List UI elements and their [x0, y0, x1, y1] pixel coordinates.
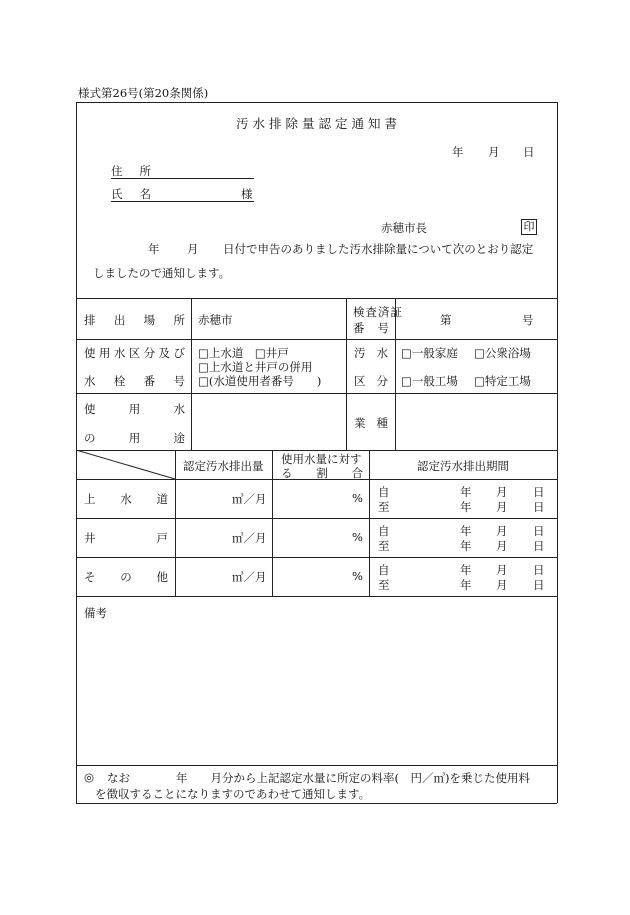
row2-to-year: 年: [460, 539, 472, 553]
date-day: 日: [523, 145, 535, 159]
water-class-label-bottom: 水 栓 番 号: [84, 374, 185, 388]
inspection-value-prefix: 第: [440, 313, 452, 327]
sewage-option-factory[interactable]: □一般工場: [401, 374, 458, 388]
row-label-other: そ の 他: [84, 570, 168, 584]
row1-to-day: 日: [533, 500, 545, 514]
form-number: 様式第26号(第20条関係): [78, 86, 209, 100]
honorific: 様: [241, 187, 253, 201]
inspection-label-top: 検査済証: [353, 305, 403, 319]
row1-to: 至: [378, 500, 390, 514]
body-year: 年: [148, 242, 160, 256]
body-month: 月: [187, 242, 199, 256]
row2-from: 自: [378, 524, 390, 538]
discharge-place-value: 赤穂市: [198, 313, 233, 327]
col-ratio-header-bottom: る 割 合: [281, 466, 363, 480]
issuer: 赤穂市長: [381, 221, 427, 235]
date-year: 年: [452, 145, 464, 159]
remarks-label: 備考: [84, 606, 107, 620]
row1-percent: %: [352, 491, 363, 505]
row3-unit: ㎥／月: [232, 570, 267, 584]
row3-percent: %: [352, 569, 363, 583]
date-month: 月: [488, 145, 500, 159]
row1-to-month: 月: [496, 500, 508, 514]
name-label: 氏 名: [111, 187, 151, 201]
inspection-value-suffix: 号: [522, 313, 534, 327]
row1-to-year: 年: [460, 500, 472, 514]
footer-mark: ◎: [84, 770, 95, 784]
row1-from-year: 年: [460, 485, 472, 499]
row3-to-month: 月: [496, 578, 508, 592]
row1-from-day: 日: [533, 485, 545, 499]
water-option-2[interactable]: □上水道と井戸の併用: [198, 360, 313, 374]
row2-percent: %: [352, 530, 363, 544]
col-amount-header: 認定汚水排出量: [183, 459, 264, 473]
row3-to-day: 日: [533, 578, 545, 592]
row2-to: 至: [378, 539, 390, 553]
col-ratio-header-top: 使用水量に対す: [281, 452, 362, 466]
col-period-header: 認定汚水排出期間: [417, 459, 509, 473]
body-line1: 日付で申告のありました汚水排除量について次のとおり認定: [223, 242, 534, 256]
row2-to-day: 日: [533, 539, 545, 553]
body-line2: しましたので通知します。: [93, 266, 231, 280]
row3-from-year: 年: [460, 563, 472, 577]
frame-right: [557, 102, 558, 803]
document-title: 汚水排除量認定通知書: [236, 116, 402, 131]
water-class-label-top: 使 用 水 区 分 及 び: [84, 346, 185, 360]
sewage-option-special-factory[interactable]: □特定工場: [474, 374, 531, 388]
row2-from-day: 日: [533, 524, 545, 538]
row2-to-month: 月: [496, 539, 508, 553]
frame-top: [76, 102, 557, 103]
seal-mark: 印: [521, 219, 537, 235]
sewage-class-label-top: 汚 水: [354, 346, 388, 360]
sewage-class-label-bottom: 区 分: [354, 374, 388, 388]
footer-line2: を徴収することになりますのであわせて通知します。: [95, 787, 371, 801]
water-usage-label-top: 使 用 水: [84, 402, 185, 416]
name-underline: [111, 201, 254, 202]
frame-bottom: [76, 803, 557, 804]
row1-unit: ㎥／月: [232, 492, 267, 506]
water-option-1[interactable]: □上水道 □井戸: [198, 346, 289, 360]
row3-from-day: 日: [533, 563, 545, 577]
row1-from-month: 月: [496, 485, 508, 499]
water-usage-label-bottom: の 用 途: [84, 431, 185, 445]
row-label-well: 井 戸: [84, 531, 168, 545]
header-diagonal: [76, 450, 175, 479]
row2-from-month: 月: [496, 524, 508, 538]
row3-from: 自: [378, 563, 390, 577]
water-option-3[interactable]: □(水道使用者番号 ): [198, 374, 322, 388]
row1-from: 自: [378, 485, 390, 499]
row3-from-month: 月: [496, 563, 508, 577]
row-label-tap-water: 上 水 道: [84, 492, 168, 506]
sewage-option-household[interactable]: □一般家庭: [401, 346, 458, 360]
inspection-label-bottom: 番 号: [353, 321, 389, 335]
discharge-place-label: 排 出 場 所: [84, 313, 185, 327]
footer-line1: なお 年 月分から上記認定水量に所定の料率( 円／㎥)を乗じた使用料: [107, 771, 530, 785]
row3-to: 至: [378, 578, 390, 592]
address-label: 住 所: [111, 164, 151, 178]
row2-unit: ㎥／月: [232, 531, 267, 545]
row2-from-year: 年: [460, 524, 472, 538]
address-underline: [111, 178, 254, 179]
business-type-label: 業 種: [354, 416, 388, 430]
sewage-option-bathhouse[interactable]: □公衆浴場: [474, 346, 531, 360]
row3-to-year: 年: [460, 578, 472, 592]
